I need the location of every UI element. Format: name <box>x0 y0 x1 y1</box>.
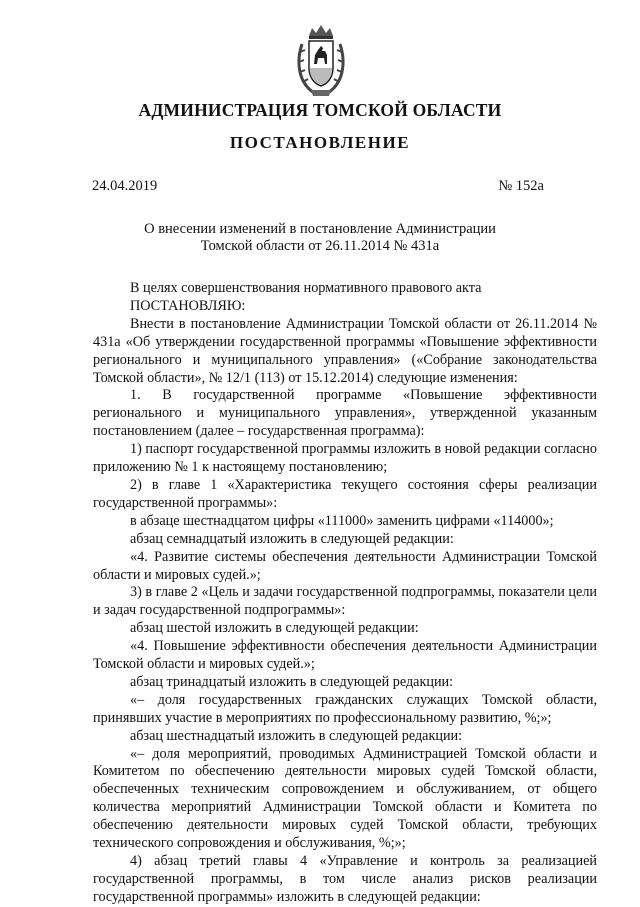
document-subject <box>0 221 640 255</box>
paragraph: Внести в постановление Администрации Томской области от 26.11.2014 № 431а «Об утверждении государственной программы «Повышение эффективности регионального и муниципального управления» («Собрание законодательства Томской области», № 12/1 (113) от 15.12.2014) следующие изменения: <box>93 315 597 386</box>
paragraph: абзац тринадцатый изложить в следующей редакции: <box>130 673 454 690</box>
document-date: 24.04.2019 <box>92 178 158 194</box>
paragraph: в абзаце шестнадцатом цифры «111000» заменить цифрами «114000»; <box>130 512 554 529</box>
tomsk-coat-of-arms-icon <box>296 22 346 98</box>
paragraph: 1) паспорт государственной программы изложить в новой редакции согласно приложению № 1 к настоящему постановлению; <box>93 441 597 476</box>
paragraph: 1. В государственной программе «Повышение эффективности регионального и муниципального управления», утвержденной указанным постановлением (далее – государственная программа): <box>93 387 597 440</box>
subject-line: О внесении изменений в постановление Администрации <box>144 221 496 237</box>
paragraph: «4. Повышение эффективности обеспечения деятельности Администрации Томской области и мировых судей.»; <box>93 638 597 673</box>
paragraph: «4. Развитие системы обеспечения деятельности Администрации Томской области и мировых судей.»; <box>93 548 597 583</box>
paragraph: В целях совершенствования нормативного правового акта <box>130 280 482 296</box>
document-type: ПОСТАНОВЛЕНИЕ <box>229 133 411 152</box>
organization-name: АДМИНИСТРАЦИЯ ТОМСКОЙ ОБЛАСТИ <box>138 100 502 120</box>
paragraph: 2) в главе 1 «Характеристика текущего состояния сферы реализации государственной программы»: <box>93 476 597 511</box>
paragraph: 3) в главе 2 «Цель и задачи государственной подпрограммы, показатели цели и задач государственной подпрограммы»: <box>93 584 597 619</box>
paragraph: ПОСТАНОВЛЯЮ: <box>130 297 246 314</box>
paragraph: «– доля государственных гражданских служащих Томской области, принявших участие в мероприятиях по профессиональному развитию, %;»; <box>93 691 597 726</box>
paragraph: абзац шестой изложить в следующей редакции: <box>130 620 419 637</box>
subject-line: Томской области от 26.11.2014 № 431а <box>200 238 440 254</box>
paragraph: абзац шестнадцатый изложить в следующей редакции: <box>130 727 463 744</box>
paragraph: 4) абзац третий главы 4 «Управление и контроль за реализацией государственной программы, в том числе анализ рисков реализации государственной программы» изложить в следующей редакции: <box>93 853 597 905</box>
document-body <box>93 280 597 907</box>
paragraph: «– доля мероприятий, проводимых Администрацией Томской области и Комитетом по обеспечению деятельности мировых судей Томской области, обеспеченных техническим сопровождением и обслуживанием, от общего количества мероприятий Администрации Томской области и Комитета по обеспечению деятельности мировых судей Томской области, требующих технического сопровождения и обслуживания, %;»; <box>93 745 597 852</box>
paragraph: абзац семнадцатый изложить в следующей редакции: <box>130 530 454 547</box>
document-number: № 152а <box>498 178 544 194</box>
